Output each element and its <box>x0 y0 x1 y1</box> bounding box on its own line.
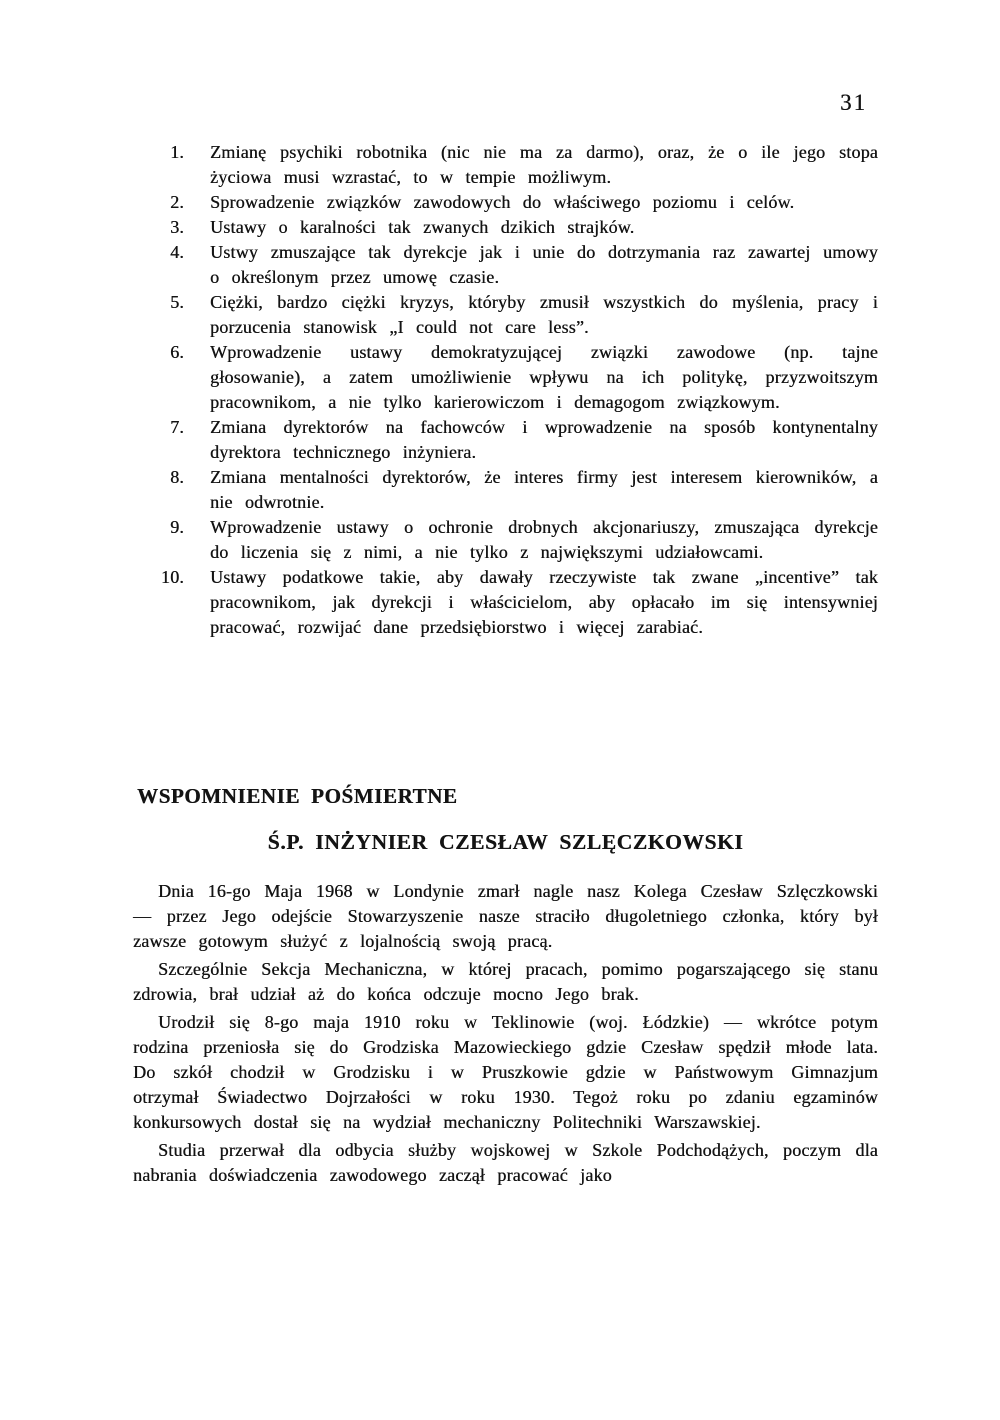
list-item <box>137 240 878 290</box>
item-text: Ustawy o karalności tak zwanych dzikich strajków. <box>210 217 635 237</box>
item-text: Wprowadzenie ustawy demokratyzującej związki zawodowe (np. tajne głosowanie), a zatem umożliwienie wpływu na ich politykę, przyzwoitszym pracownikom, a nie tylko karierowiczom i demagogom związkowym. <box>210 342 878 412</box>
item-number: 1. <box>170 142 184 162</box>
item-text: Ustwy zmuszające tak dyrekcje jak i unie do dotrzymania raz zawartej umowy o określonym przez umowę czasie. <box>210 242 878 287</box>
obituary-paragraph: Szczególnie Sekcja Mechaniczna, w której pracach, pomimo pogarszającego się stanu zdrowia, brał udział aż do końca odczuje mocno Jego brak. <box>133 959 878 1004</box>
obituary-paragraph: Dnia 16-go Maja 1968 w Londynie zmarł nagle nasz Kolega Czesław Szlęczkowski — przez Jego odejście Stowarzyszenie nasze straciło długoletniego członka, który był zawsze gotowym służyć z lojalnością swoją pracą. <box>133 881 878 951</box>
numbered-list <box>137 140 878 640</box>
memorial-section <box>133 783 878 1191</box>
item-text: Ustawy podatkowe takie, aby dawały rzeczywiste tak zwane „incentive” tak pracownikom, jak dyrekcji i właścicielom, aby opłacało im się intensywniej pracować, rozwijać dane przedsiębiorstwo i więcej zarabiać. <box>210 567 878 637</box>
item-text: Zmiana mentalności dyrektorów, że interes firmy jest interesem kierowników, a nie odwrotnie. <box>210 467 878 512</box>
item-number: 10. <box>160 567 184 587</box>
item-number: 3. <box>170 217 184 237</box>
page-number: 31 <box>840 90 867 115</box>
item-number: 6. <box>170 342 184 362</box>
list-item <box>137 215 878 240</box>
list-item <box>137 465 878 515</box>
list-item <box>137 290 878 340</box>
obituary-body <box>133 879 878 1188</box>
item-text: Wprowadzenie ustawy o ochronie drobnych akcjonariuszy, zmuszająca dyrekcje do liczenia się z nimi, a nie tylko z największymi udziałowcami. <box>210 517 878 562</box>
list-item <box>137 565 878 640</box>
list-item <box>137 340 878 415</box>
section-heading: WSPOMNIENIE POŚMIERTNE <box>137 784 458 808</box>
list-item <box>137 515 878 565</box>
section-subheading: Ś.P. INŻYNIER CZESŁAW SZLĘCZKOWSKI <box>267 830 744 854</box>
item-number: 9. <box>170 517 184 537</box>
item-text: Zmianę psychiki robotnika (nic nie ma za darmo), oraz, że o ile jego stopa życiowa musi wzrastać, to w tempie możliwym. <box>210 142 878 187</box>
item-number: 4. <box>170 242 184 262</box>
obituary-paragraph: Urodził się 8-go maja 1910 roku w Teklinowie (woj. Łódzkie) — wkrótce potym rodzina przeniosła się do Grodziska Mazowieckiego gdzie Czesław spędził młode lata. Do szkół chodził w Grodzisku i w Pruszkowie gdzie w Państwowym Gimnazjum otrzymał Świadectwo Dojrzałości w roku 1930. Tegoż roku po zdaniu egzaminów konkursowych dostał się na wydział mechaniczny Politechniki Warszawskiej. <box>133 1012 878 1132</box>
item-number: 5. <box>170 292 184 312</box>
item-text: Sprowadzenie związków zawodowych do właściwego poziomu i celów. <box>210 192 795 212</box>
obituary-paragraph: Studia przerwał dla odbycia służby wojskowej w Szkole Podchodążych, poczym dla nabrania doświadczenia zawodowego zaczął pracować jako <box>133 1140 878 1185</box>
item-number: 2. <box>170 192 184 212</box>
list-item <box>137 190 878 215</box>
item-text: Zmiana dyrektorów na fachowców i wprowadzenie na sposób kontynentalny dyrektora technicznego inżyniera. <box>210 417 878 462</box>
item-text: Ciężki, bardzo ciężki kryzys, któryby zmusił wszystkich do myślenia, pracy i porzucenia stanowisk „I could not care less”. <box>210 292 878 337</box>
list-item <box>137 140 878 190</box>
item-number: 8. <box>170 467 184 487</box>
list-item <box>137 415 878 465</box>
item-number: 7. <box>170 417 184 437</box>
